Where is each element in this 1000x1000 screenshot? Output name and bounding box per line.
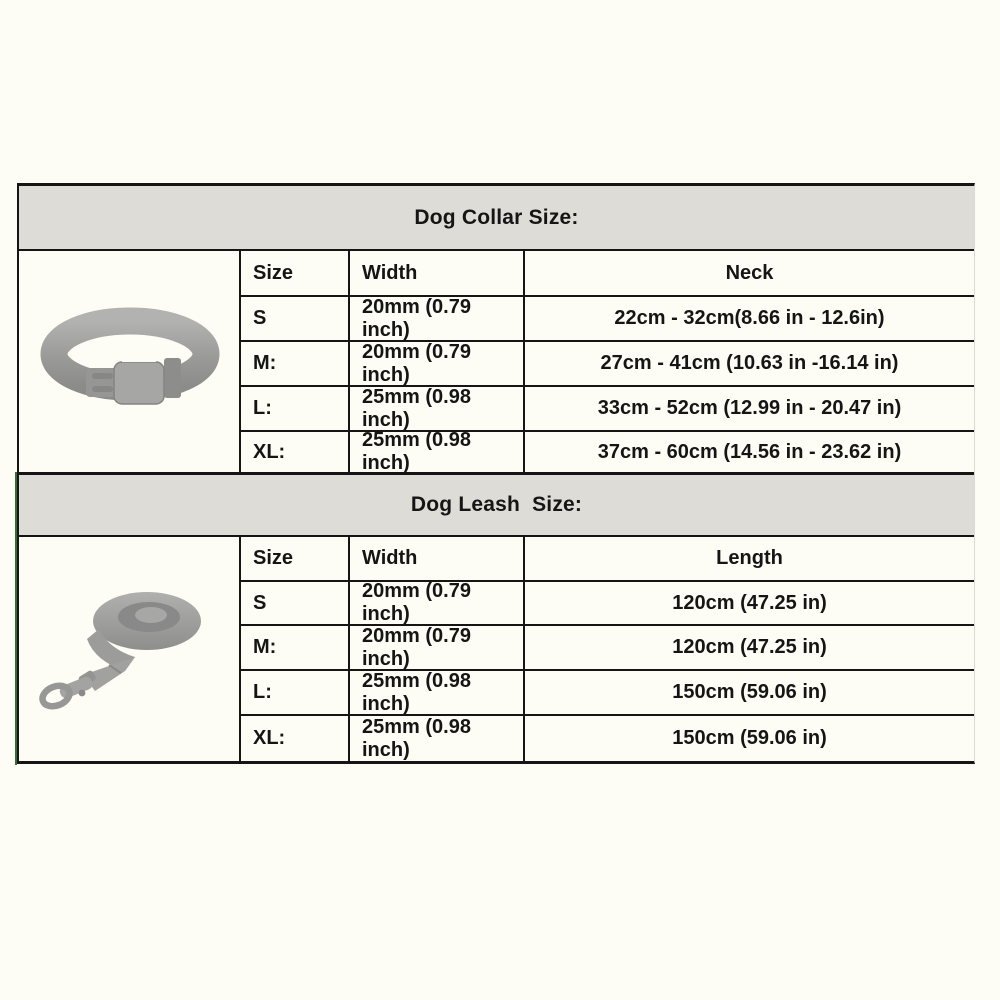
leash-s-size-cell: S [241, 582, 350, 626]
leash-l-length-cell: 150cm (59.06 in) [525, 671, 974, 716]
collar-m-size-cell: M: [241, 342, 350, 387]
leash-xl-width-cell: 25mm (0.98 inch) [350, 716, 525, 761]
leash-xl-length-cell: 150cm (59.06 in) [672, 727, 827, 749]
collar-xl-neck-cell: 37cm - 60cm (14.56 in - 23.62 in) [597, 440, 902, 463]
collar-l-neck-cell: 33cm - 52cm (12.99 in - 20.47 in) [525, 387, 974, 432]
dog-collar-illustration [34, 302, 224, 422]
leash-section [19, 472, 974, 761]
collar-m-width-cell: 20mm (0.79 inch) [350, 342, 525, 387]
collar-xl-width-cell: 25mm (0.98 inch) [350, 432, 525, 472]
size-chart-table [17, 183, 975, 764]
leash-s-width-cell: 20mm (0.79 inch) [350, 582, 525, 626]
collar-s-neck-cell: 22cm - 32cm(8.66 in - 12.6in) [525, 297, 974, 342]
leash-xl-size-cell: XL: [241, 716, 350, 761]
leash-table-grid [19, 537, 974, 761]
dog-leash-illustration [39, 579, 219, 719]
leash-header-length: Length [525, 537, 974, 582]
leash-m-width-cell: 20mm (0.79 inch) [350, 626, 525, 671]
collar-header-neck: Neck [525, 251, 974, 297]
leash-m-length-cell: 120cm (47.25 in) [525, 626, 974, 671]
leash-header-size: Size [241, 537, 350, 582]
collar-m-neck-cell: 27cm - 41cm (10.63 in -16.14 in) [525, 342, 974, 387]
collar-header-width: Width [350, 251, 525, 297]
leash-m-size-cell: M: [241, 626, 350, 671]
leash-header-width: Width [350, 537, 525, 582]
leash-section-title: Dog Leash Size: [19, 472, 974, 537]
collar-l-size-cell: L: [241, 387, 350, 432]
collar-xl-size-cell: XL: [241, 432, 350, 472]
leash-l-width-cell: 25mm (0.98 inch) [350, 671, 525, 716]
leash-s-length-cell: 120cm (47.25 in) [525, 582, 974, 626]
collar-header-size: Size [241, 251, 350, 297]
collar-s-width-cell: 20mm (0.79 inch) [350, 297, 525, 342]
leash-l-size-cell: L: [241, 671, 350, 716]
collar-section-title: Dog Collar Size: [19, 186, 974, 251]
collar-table-grid [19, 251, 974, 472]
dog-leash-image [19, 537, 241, 761]
collar-l-width-cell: 25mm (0.98 inch) [350, 387, 525, 432]
collar-section [19, 186, 974, 472]
collar-s-size-cell: S [241, 297, 350, 342]
dog-collar-image [19, 251, 241, 472]
